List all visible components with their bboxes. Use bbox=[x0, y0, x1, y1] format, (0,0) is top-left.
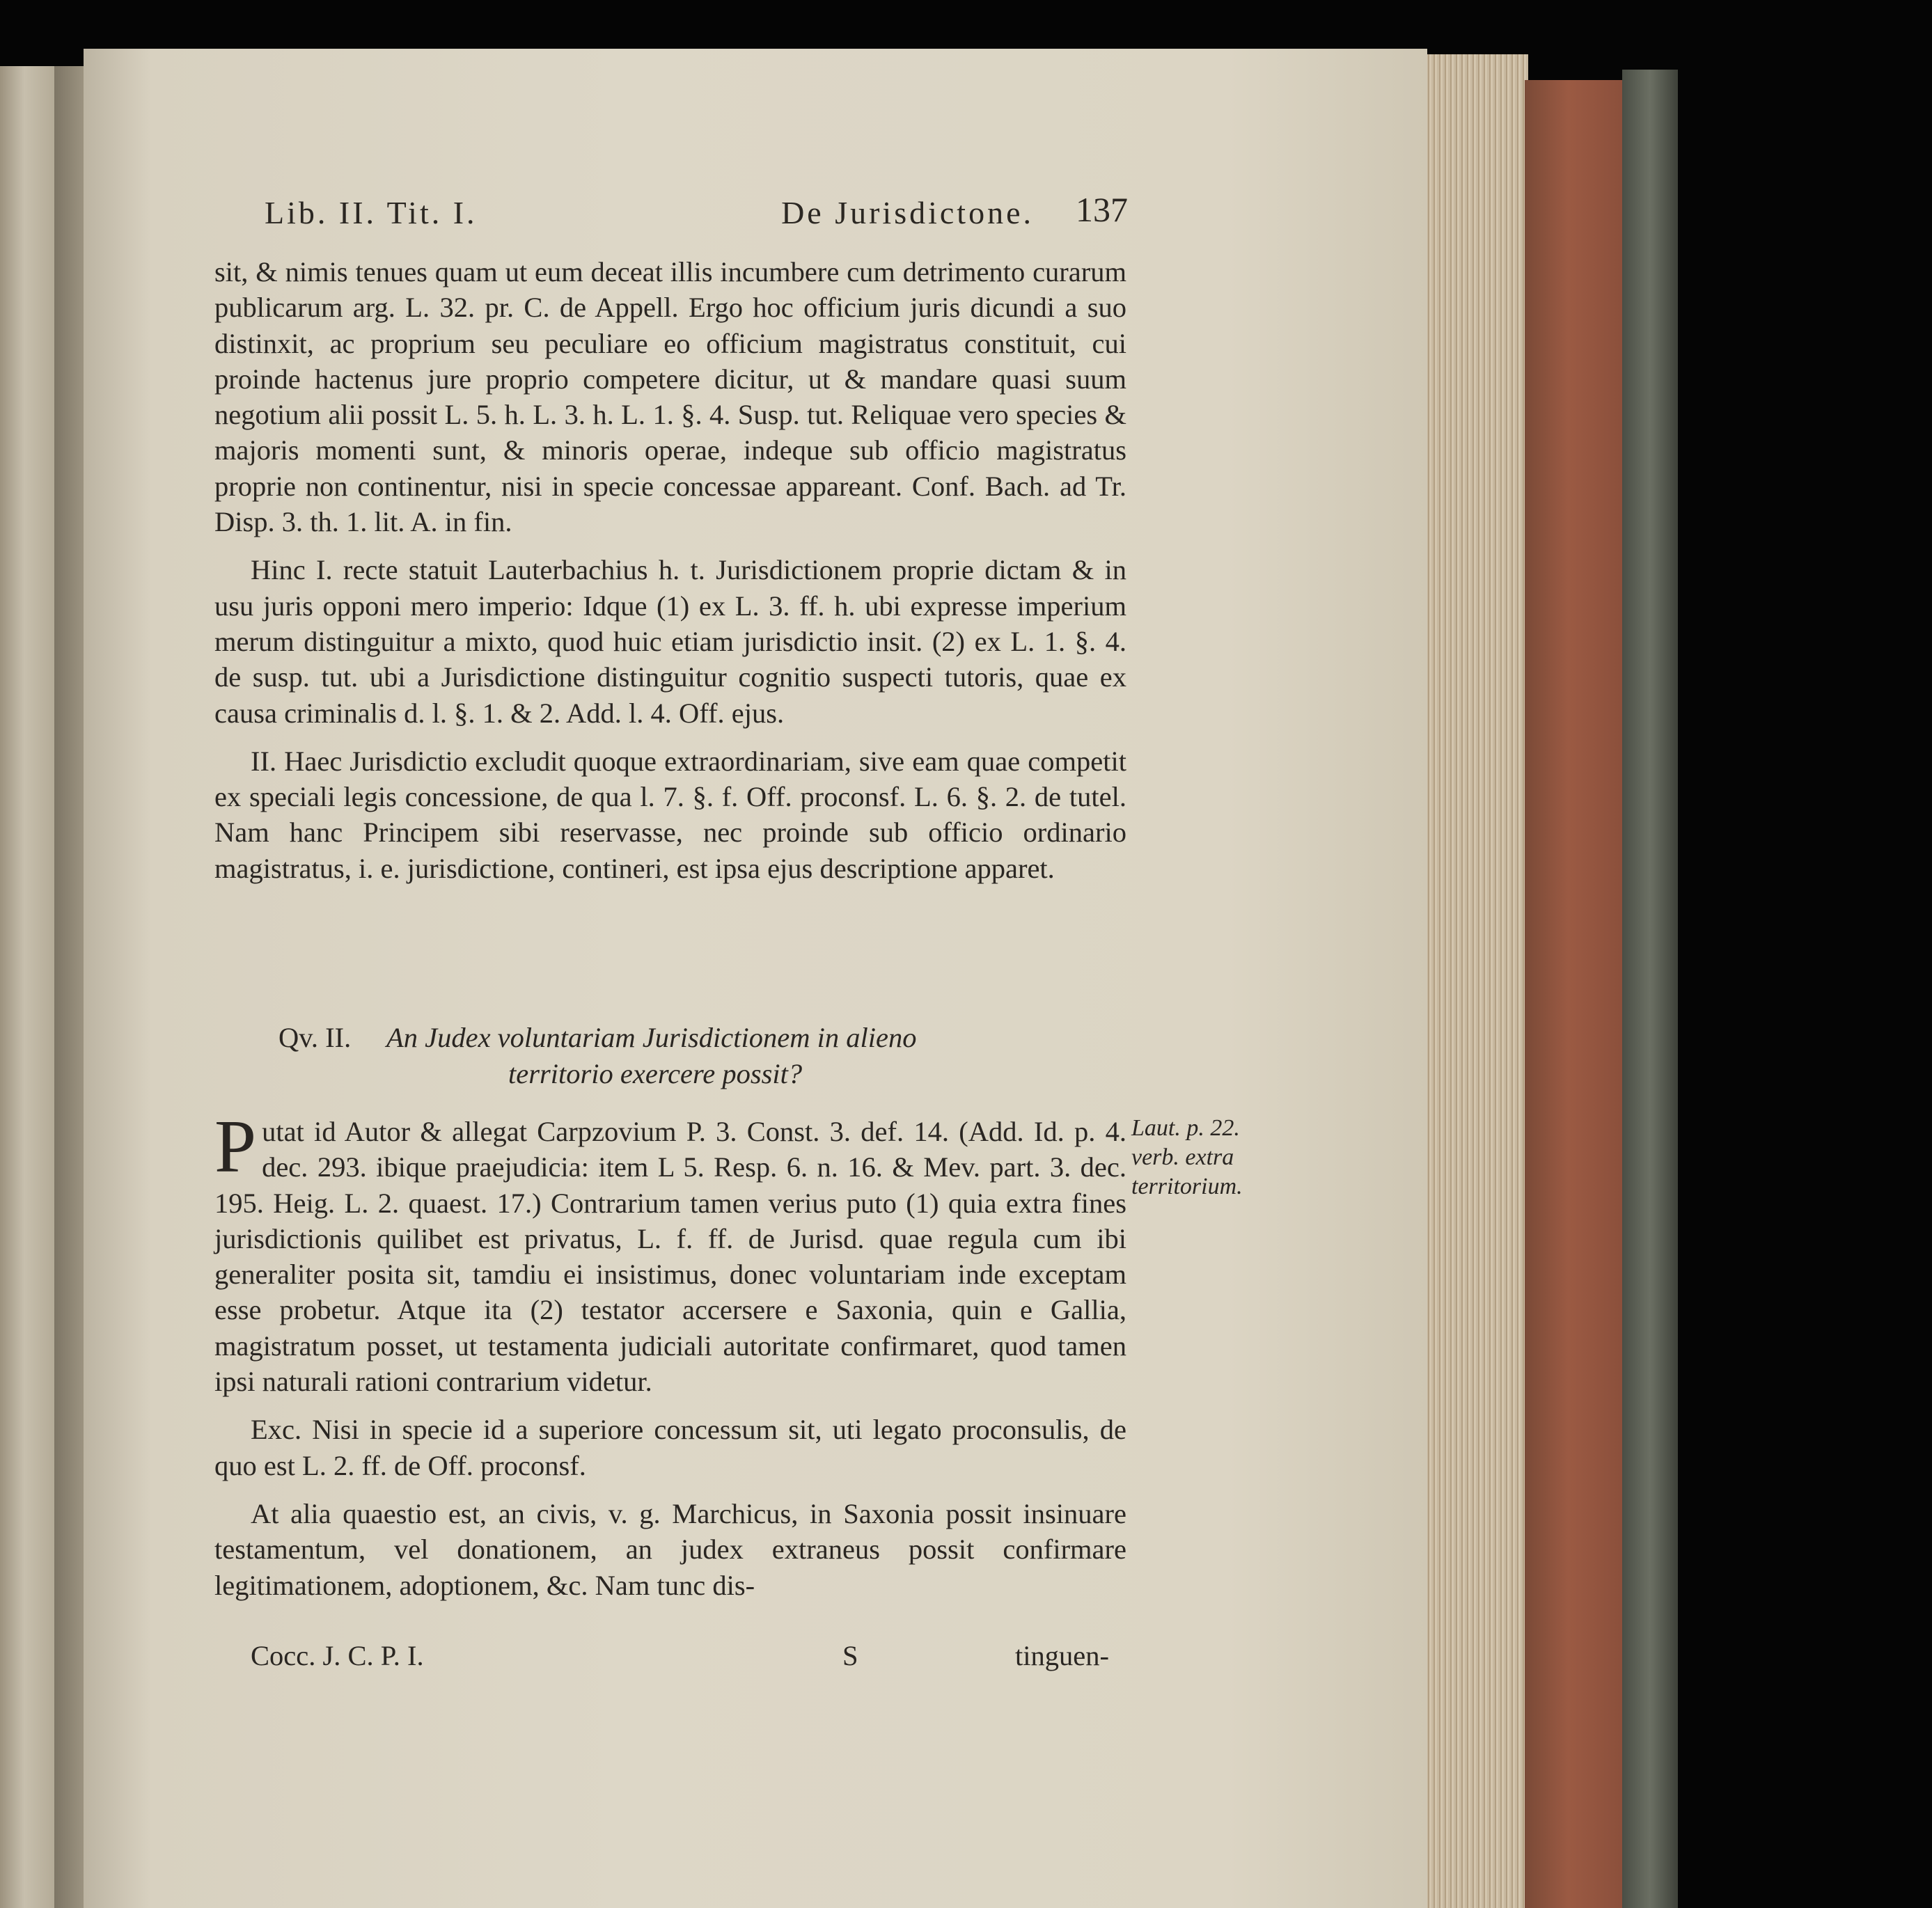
paragraph: sit, & nimis tenues quam ut eum deceat illis incumbere cum detrimento curarum publicarum arg. L. 32. pr. C. de Appell. Ergo hoc officium juris dicundi a suo distinxit, ac proprium seu peculiare eo officium magistratus constituit, cui proinde hactenus jure proprio competere dicitur, ut & mandare quasi suum negotium alii possit L. 5. h. L. 3. h. L. 1. §. 4. Susp. tut. Reliquae vero species & majoris momenti sunt, & minoris operae, indeque sub officio magistratus proprie non continentur, nisi in specie concessae appareant. Conf. Bach. ad Tr. Disp. 3. th. 1. lit. A. in fin. bbox=[214, 256, 1126, 538]
question-label: Qv. II. bbox=[278, 1022, 352, 1053]
question-title-cont: territorio exercere possit? bbox=[508, 1058, 803, 1089]
body-text-top bbox=[214, 254, 1126, 886]
page-block-edge bbox=[1420, 54, 1528, 1908]
previous-page-edge bbox=[0, 66, 54, 1908]
paragraph bbox=[214, 1105, 1126, 1399]
running-head bbox=[265, 191, 1138, 233]
paragraph-text: utat id Autor & allegat Carpzovium P. 3. Const. 3. def. 14. (Add. Id. p. 4. dec. 293. ibique praejudicia: item L 5. Resp. 6. n. 16. & Mev. part. 3. dec. 195. Heig. L. 2. quaest. 17.) Contrarium tamen verius puto (1) quia extra fines jurisdictionis quilibet est privatus, L. f. ff. de Jurisd. quae regula cum ibi generaliter posita sit, tamdiu ei insistimus, donec voluntariam inde exceptam esse probetur. Atque ita (2) testator accersere e Saxonia, quin e Gallia, magistratum posset, ut testamenta judiciali autoritate confirmaret, quod tamen ipsi naturali rationi contrarium videtur. bbox=[214, 1116, 1126, 1398]
page-number: 137 bbox=[1076, 190, 1128, 229]
catchword: tinguen- bbox=[1015, 1640, 1109, 1671]
paragraph: II. Haec Jurisdictio excludit quoque extraordinariam, sive eam quae competit ex speciali legis concessione, de qua l. 7. §. f. Off. proconsf. L. 6. §. 2. de tutel. Nam hanc Principem sibi reservasse, nec proinde sub officio ordinario magistratus, i. e. jurisdictione, contineri, est ipsa ejus descriptione apparet. bbox=[214, 745, 1126, 884]
paragraph: At alia quaestio est, an civis, v. g. Marchicus, in Saxonia possit insinuare testamentum, vel donationem, an judex extraneus possit confirmare legitimationem, adoptionem, &c. Nam tunc dis- bbox=[214, 1497, 1126, 1601]
paragraph: Exc. Nisi in specie id a superiore concessum sit, uti legato proconsulis, de quo est L. 2. ff. de Off. proconsf. bbox=[214, 1414, 1126, 1481]
running-head-section: Lib. II. Tit. I. bbox=[265, 194, 478, 230]
margin-note: Laut. p. 22. verb. extra territorium. bbox=[1131, 1115, 1243, 1199]
question-heading bbox=[278, 1020, 1114, 1092]
drop-cap: P bbox=[214, 1105, 257, 1188]
question-title: An Judex voluntariam Jurisdictionem in alieno bbox=[386, 1022, 917, 1053]
gathering-mark: S bbox=[842, 1640, 858, 1671]
cover-board bbox=[1622, 70, 1678, 1908]
signature-mark: Cocc. J. C. P. I. bbox=[251, 1640, 424, 1671]
running-head-title: De Jurisdictone. bbox=[781, 194, 1034, 230]
body-text-bottom bbox=[214, 1105, 1126, 1603]
catchline bbox=[251, 1639, 1129, 1674]
paragraph: Hinc I. recte statuit Lauterbachius h. t. Jurisdictionem proprie dictam & in usu juris opponi mero imperio: Idque (1) ex L. 3. ff. h. ubi expresse imperium merum distinguitur a mixto, quod huic etiam jurisdictio insit. (2) ex L. 1. §. 4. de susp. tut. ubi a Jurisdictione distinguitur cognitio suspecti tutoris, quae ex causa criminalis d. l. §. 1. & 2. Add. l. 4. Off. ejus. bbox=[214, 554, 1126, 729]
